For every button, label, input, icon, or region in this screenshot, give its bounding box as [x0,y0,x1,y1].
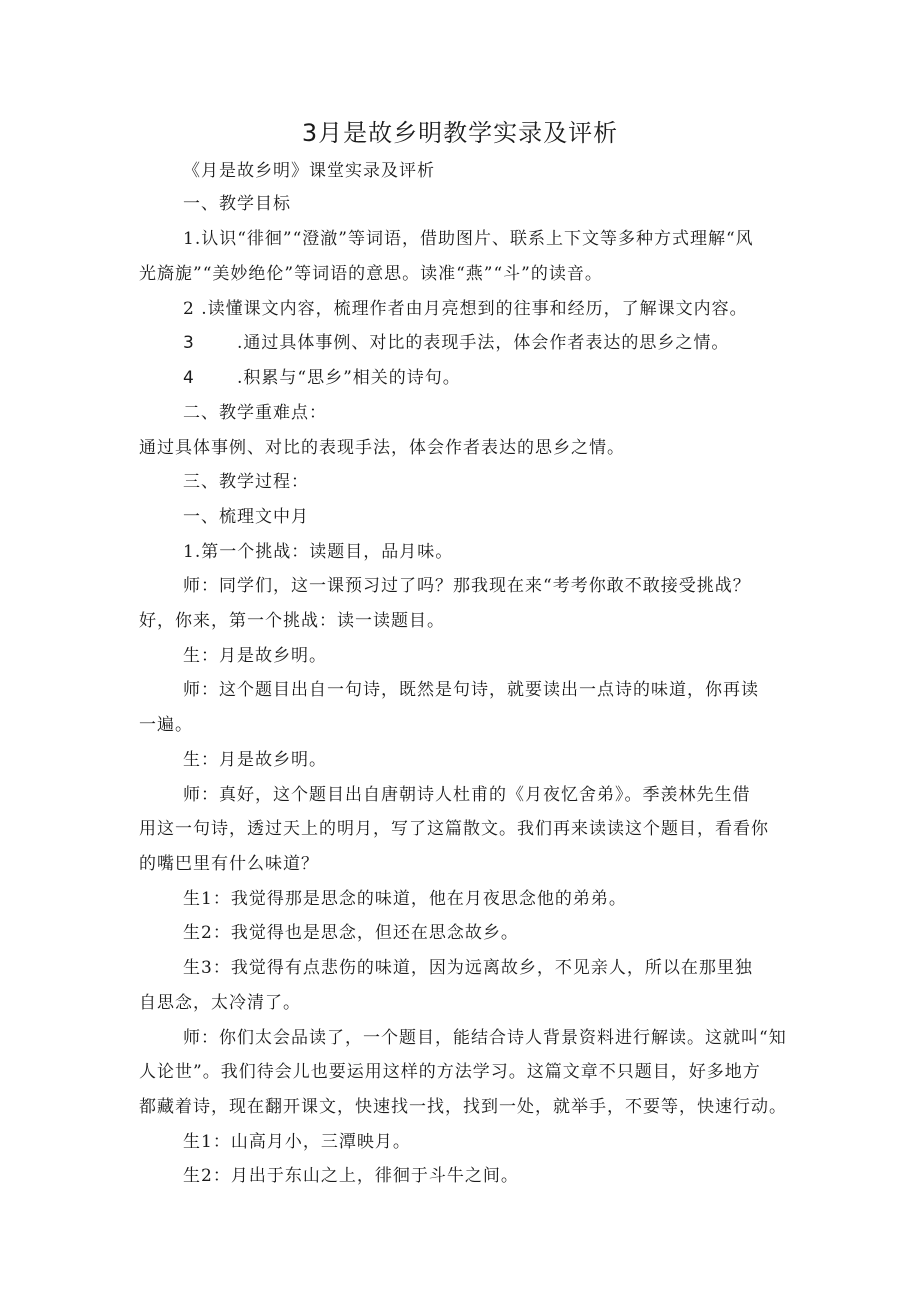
list-text: .积累与“思乡”相关的诗句。 [237,368,461,388]
paragraph-line: 2 .读懂课文内容，梳理作者由月亮想到的往事和经历，了解课文内容。 [183,299,748,319]
paragraph-line: 光旖旎”“美妙绝伦”等词语的意思。读准“燕”“斗”的读音。 [139,264,603,284]
section-heading: 二、教学重难点： [183,403,327,423]
section-heading: 三、教学过程： [183,472,309,492]
paragraph-line: 师：同学们，这一课预习过了吗？那我现在来“考考你敢不敢接受挑战？ [183,576,751,596]
list-item [183,363,461,388]
paragraph-line: 师：真好，这个题目出自唐朝诗人杜甫的《月夜忆舍弟》。季羡林先生借 [183,785,751,805]
paragraph-line: 好，你来，第一个挑战：读一读题目。 [139,611,445,631]
list-number: 3 [183,333,195,353]
paragraph-line: 都藏着诗，现在翻开课文，快速找一找，找到一处，就举手，不要等，快速行动。 [139,1097,787,1117]
paragraph-line: 生2：月出于东山之上，徘徊于斗牛之间。 [183,1166,519,1186]
paragraph-line: 生3：我觉得有点悲伤的味道，因为远离故乡，不见亲人，所以在那里独 [183,958,753,978]
paragraph-line: 的嘴巴里有什么味道？ [139,854,319,874]
paragraph-line: 1.认识“徘徊”“澄澈”等词语，借助图片、联系上下文等多种方式理解“风 [183,229,754,249]
paragraph-line: 师：你们太会品读了，一个题目，能结合诗人背景资料进行解读。这就叫“知 [183,1028,787,1048]
doc-subtitle: 《月是故乡明》课堂实录及评析 [183,161,435,181]
subsection-heading: 一、梳理文中月 [183,507,309,527]
paragraph-line: 师：这个题目出自一句诗，既然是句诗，就要读出一点诗的味道，你再读 [183,680,759,700]
paragraph-line: 生：月是故乡明。 [183,646,327,666]
paragraph-line: 生2：我觉得也是思念，但还在思念故乡。 [183,923,519,943]
list-number: 4 [183,368,195,388]
paragraph-line: 自思念，太冷清了。 [139,993,301,1013]
paragraph-line: 通过具体事例、对比的表现手法，体会作者表达的思乡之情。 [139,438,625,458]
section-heading: 一、教学目标 [183,194,291,214]
list-item [183,328,729,353]
paragraph-line: 一遍。 [139,715,193,735]
paragraph-line: 人论世”。我们待会儿也要运用这样的方法学习。这篇文章不只题目，好多地方 [139,1062,761,1082]
paragraph-line: 用这一句诗，透过天上的明月，写了这篇散文。我们再来读读这个题目，看看你 [139,819,769,839]
doc-title: 3月是故乡明教学实录及评析 [301,119,619,147]
list-text: .通过具体事例、对比的表现手法，体会作者表达的思乡之情。 [237,333,730,353]
paragraph-line: 生1：我觉得那是思念的味道，他在月夜思念他的弟弟。 [183,889,627,909]
paragraph-line: 生1：山高月小，三潭映月。 [183,1132,411,1152]
paragraph-line: 1.第一个挑战：读题目，品月味。 [183,542,454,562]
paragraph-line: 生：月是故乡明。 [183,750,327,770]
